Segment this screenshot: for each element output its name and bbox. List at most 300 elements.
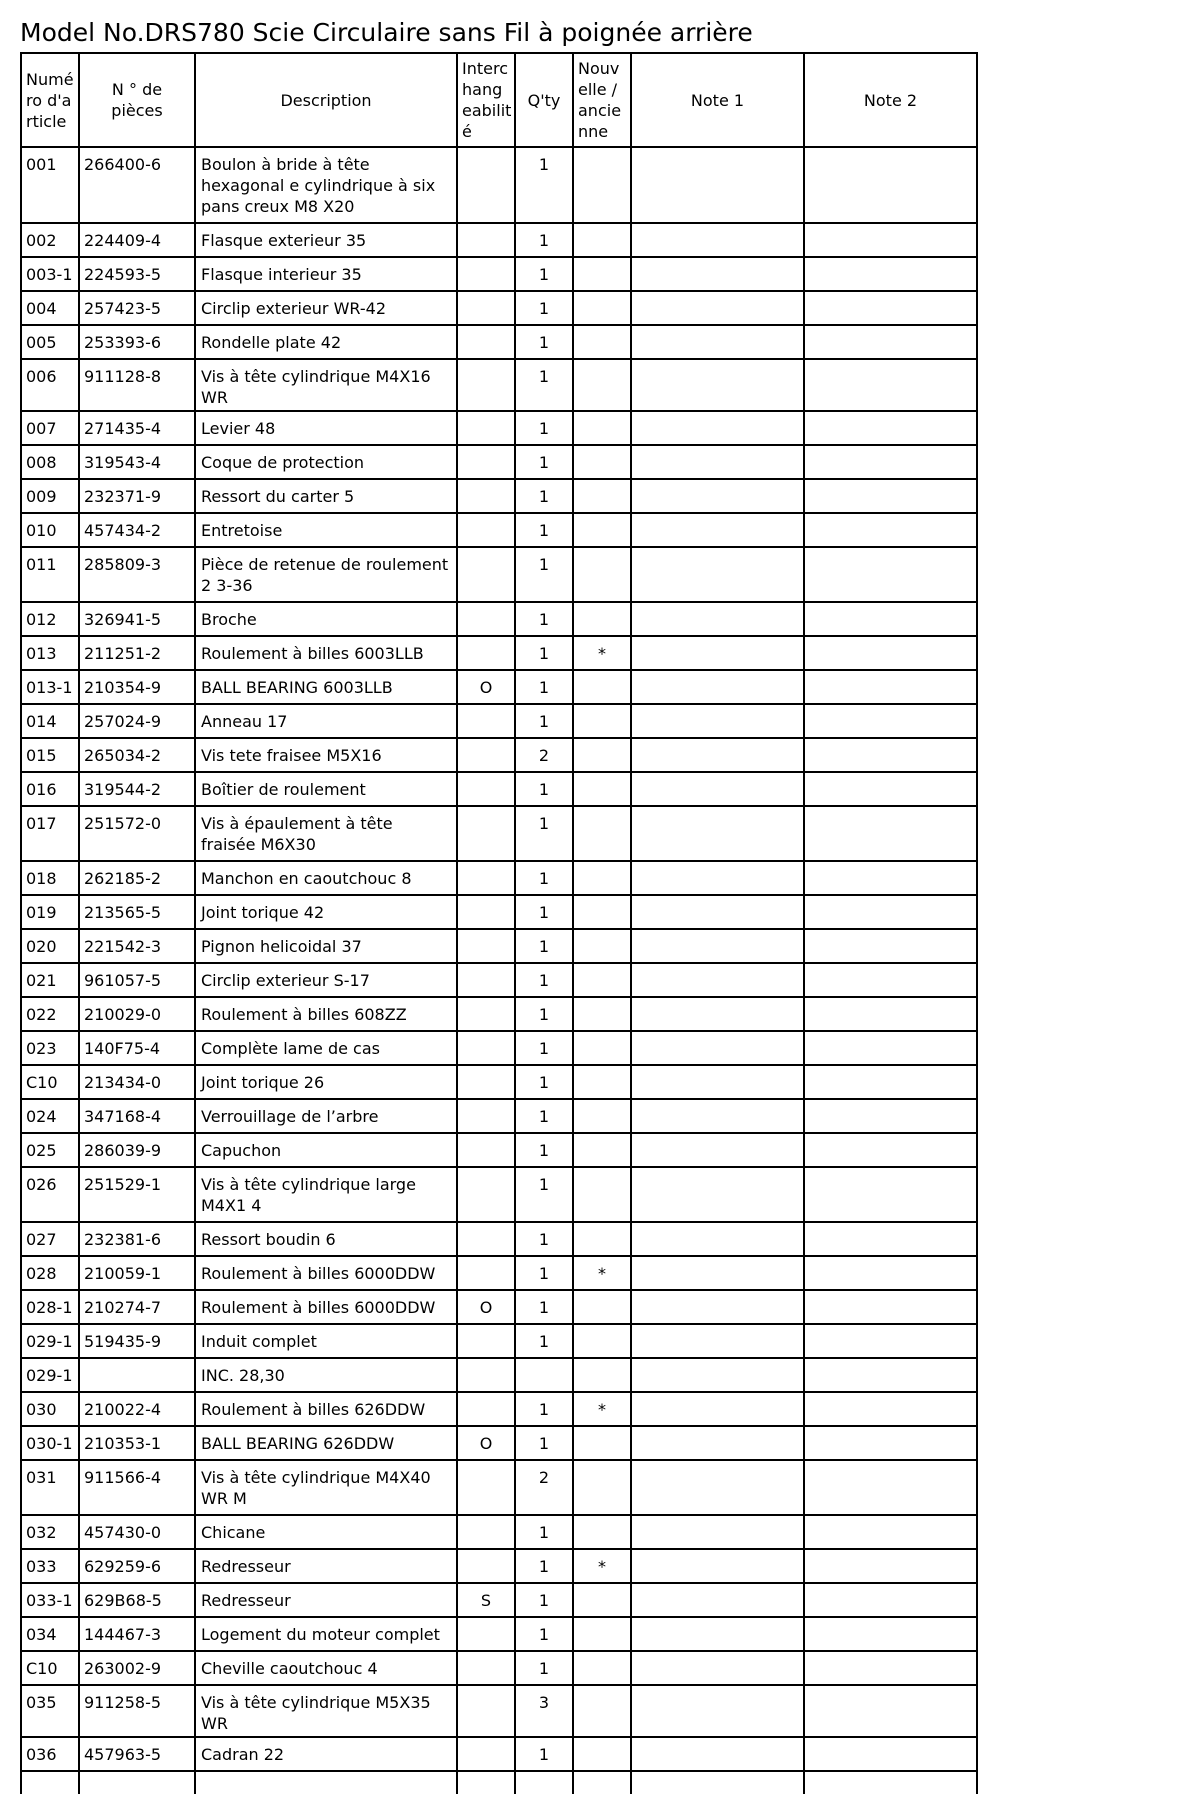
cell-interchangeability: S [457,1583,515,1617]
table-row [21,1685,977,1737]
cell-part-number: 210274-7 [79,1290,195,1324]
cell-quantity: 1 [515,1651,573,1685]
cell-item-number: 028-1 [21,1290,79,1324]
cell-quantity: 1 [515,1737,573,1771]
cell-part-number: 224409-4 [79,223,195,257]
cell-item-number: 032 [21,1515,79,1549]
cell-part-number: 629B68-5 [79,1583,195,1617]
cell-part-number: 210022-4 [79,1392,195,1426]
cell-part-number: 457963-5 [79,1737,195,1771]
cell-interchangeability [457,929,515,963]
cell-new-old [573,929,631,963]
table-row [21,1324,977,1358]
cell-description: Circlip exterieur WR-42 [195,291,457,325]
cell-note-1 [631,1617,804,1651]
table-row [21,636,977,670]
cell-part-number: 224593-5 [79,257,195,291]
cell-interchangeability [457,547,515,602]
cell-quantity: 1 [515,411,573,445]
cell-interchangeability [457,895,515,929]
cell-item-number: 020 [21,929,79,963]
cell-description: Pignon helicoidal 37 [195,929,457,963]
cell-quantity: 1 [515,772,573,806]
empty-cell [573,1771,631,1794]
cell-new-old [573,1222,631,1256]
cell-description: Entretoise [195,513,457,547]
cell-note-2 [804,861,977,895]
cell-note-1 [631,1583,804,1617]
cell-new-old [573,445,631,479]
cell-note-2 [804,1426,977,1460]
cell-note-2 [804,1222,977,1256]
cell-note-1 [631,929,804,963]
cell-part-number: 251529-1 [79,1167,195,1222]
cell-item-number: 027 [21,1222,79,1256]
cell-quantity: 1 [515,1133,573,1167]
cell-quantity: 1 [515,1031,573,1065]
cell-interchangeability [457,861,515,895]
cell-description: Redresseur [195,1583,457,1617]
cell-note-2 [804,547,977,602]
cell-item-number: 014 [21,704,79,738]
cell-description: BALL BEARING 6003LLB [195,670,457,704]
cell-note-2 [804,359,977,411]
cell-interchangeability [457,223,515,257]
cell-part-number: 319544-2 [79,772,195,806]
cell-description: Roulement à billes 6003LLB [195,636,457,670]
cell-quantity: 2 [515,1460,573,1515]
cell-part-number: 457434-2 [79,513,195,547]
cell-interchangeability [457,772,515,806]
cell-note-2 [804,1737,977,1771]
cell-new-old [573,963,631,997]
cell-note-1 [631,602,804,636]
cell-interchangeability [457,1256,515,1290]
cell-note-2 [804,1392,977,1426]
empty-cell [79,1771,195,1794]
table-row [21,997,977,1031]
cell-interchangeability [457,602,515,636]
cell-quantity: 1 [515,1617,573,1651]
cell-item-number: 019 [21,895,79,929]
cell-quantity: 1 [515,1099,573,1133]
cell-new-old [573,411,631,445]
empty-cell [195,1771,457,1794]
cell-part-number: 253393-6 [79,325,195,359]
cell-interchangeability [457,1685,515,1737]
table-row [21,1133,977,1167]
cell-part-number: 319543-4 [79,445,195,479]
cell-note-1 [631,670,804,704]
cell-quantity: 1 [515,602,573,636]
cell-note-2 [804,636,977,670]
table-row [21,325,977,359]
cell-note-1 [631,1133,804,1167]
cell-part-number: 210029-0 [79,997,195,1031]
cell-description: Vis à épaulement à tête fraisée M6X30 [195,806,457,861]
header-new-old: Nouv elle / ancie nne [573,53,631,147]
cell-note-1 [631,738,804,772]
cell-note-2 [804,1031,977,1065]
cell-quantity: 1 [515,1167,573,1222]
cell-note-1 [631,547,804,602]
cell-quantity: 1 [515,1256,573,1290]
cell-item-number: 015 [21,738,79,772]
cell-new-old [573,223,631,257]
cell-description: INC. 28,30 [195,1358,457,1392]
cell-description: Chicane [195,1515,457,1549]
cell-interchangeability [457,1392,515,1426]
cell-new-old [573,1651,631,1685]
cell-quantity: 1 [515,1290,573,1324]
cell-new-old [573,772,631,806]
cell-note-1 [631,445,804,479]
cell-note-1 [631,895,804,929]
table-row [21,895,977,929]
table-row [21,223,977,257]
cell-description: Vis à tête cylindrique large M4X1 4 [195,1167,457,1222]
cell-description: Cheville caoutchouc 4 [195,1651,457,1685]
cell-note-2 [804,997,977,1031]
cell-note-1 [631,1358,804,1392]
cell-item-number: 003-1 [21,257,79,291]
cell-part-number: 911128-8 [79,359,195,411]
cell-part-number: 210059-1 [79,1256,195,1290]
cell-part-number: 326941-5 [79,602,195,636]
table-row [21,806,977,861]
cell-interchangeability: O [457,1290,515,1324]
cell-new-old [573,1515,631,1549]
cell-part-number: 144467-3 [79,1617,195,1651]
cell-description: Vis à tête cylindrique M4X16 WR [195,359,457,411]
cell-interchangeability [457,257,515,291]
cell-description: Joint torique 42 [195,895,457,929]
cell-part-number: 257423-5 [79,291,195,325]
cell-part-number: 262185-2 [79,861,195,895]
header-description: Description [195,53,457,147]
cell-part-number: 961057-5 [79,963,195,997]
cell-note-2 [804,1617,977,1651]
cell-new-old [573,1617,631,1651]
cell-new-old [573,359,631,411]
cell-note-1 [631,147,804,223]
cell-note-2 [804,1460,977,1515]
cell-interchangeability [457,997,515,1031]
cell-note-2 [804,479,977,513]
cell-note-2 [804,929,977,963]
cell-item-number: 021 [21,963,79,997]
empty-cell [804,1771,977,1794]
cell-interchangeability [457,1358,515,1392]
cell-note-2 [804,257,977,291]
cell-quantity: 1 [515,1392,573,1426]
table-row [21,1290,977,1324]
cell-note-1 [631,411,804,445]
table-row [21,1426,977,1460]
cell-quantity: 1 [515,479,573,513]
cell-new-old [573,1685,631,1737]
cell-note-2 [804,1324,977,1358]
cell-note-1 [631,636,804,670]
cell-part-number: 221542-3 [79,929,195,963]
cell-note-2 [804,1549,977,1583]
cell-note-1 [631,359,804,411]
cell-description: Redresseur [195,1549,457,1583]
cell-note-1 [631,704,804,738]
table-row [21,1167,977,1222]
table-body [21,147,977,1794]
cell-quantity: 1 [515,1583,573,1617]
cell-description: Roulement à billes 626DDW [195,1392,457,1426]
cell-note-2 [804,895,977,929]
cell-quantity: 1 [515,223,573,257]
cell-quantity: 1 [515,997,573,1031]
cell-quantity: 1 [515,670,573,704]
cell-new-old [573,1290,631,1324]
cell-interchangeability [457,325,515,359]
header-part-number: N ° de pièces [79,53,195,147]
cell-note-2 [804,445,977,479]
cell-item-number: 018 [21,861,79,895]
cell-note-1 [631,1392,804,1426]
cell-item-number: 013 [21,636,79,670]
cell-part-number: 257024-9 [79,704,195,738]
cell-note-1 [631,1426,804,1460]
table-row [21,1651,977,1685]
cell-item-number: 013-1 [21,670,79,704]
cell-quantity: 1 [515,445,573,479]
cell-note-1 [631,1031,804,1065]
table-row [21,1392,977,1426]
cell-note-2 [804,602,977,636]
cell-note-2 [804,1583,977,1617]
cell-part-number: 263002-9 [79,1651,195,1685]
table-row [21,291,977,325]
cell-interchangeability [457,1617,515,1651]
cell-new-old [573,1583,631,1617]
cell-new-old [573,547,631,602]
cell-item-number: 024 [21,1099,79,1133]
cell-new-old [573,1358,631,1392]
cell-interchangeability [457,1324,515,1358]
cell-item-number: 023 [21,1031,79,1065]
cell-description: Capuchon [195,1133,457,1167]
cell-interchangeability [457,1549,515,1583]
cell-quantity: 1 [515,1549,573,1583]
cell-quantity: 1 [515,895,573,929]
cell-quantity: 1 [515,636,573,670]
cell-description: Joint torique 26 [195,1065,457,1099]
table-row [21,1617,977,1651]
cell-item-number: 033 [21,1549,79,1583]
cell-interchangeability [457,445,515,479]
cell-note-1 [631,1549,804,1583]
cell-item-number: 034 [21,1617,79,1651]
cell-new-old [573,479,631,513]
table-row [21,963,977,997]
cell-new-old [573,1065,631,1099]
cell-new-old: * [573,1256,631,1290]
table-row [21,1222,977,1256]
empty-cell [457,1771,515,1794]
cell-note-2 [804,772,977,806]
cell-item-number: 030 [21,1392,79,1426]
table-row [21,1065,977,1099]
cell-quantity: 1 [515,806,573,861]
cell-interchangeability: O [457,670,515,704]
cell-item-number: 007 [21,411,79,445]
cell-note-2 [804,1133,977,1167]
cell-description: Roulement à billes 6000DDW [195,1290,457,1324]
cell-new-old [573,257,631,291]
cell-item-number: C10 [21,1651,79,1685]
cell-note-2 [804,704,977,738]
cell-note-2 [804,806,977,861]
cell-part-number: 210354-9 [79,670,195,704]
cell-item-number: 017 [21,806,79,861]
cell-new-old [573,806,631,861]
table-row [21,411,977,445]
cell-quantity: 1 [515,1222,573,1256]
cell-interchangeability [457,1167,515,1222]
table-row [21,772,977,806]
cell-description: BALL BEARING 626DDW [195,1426,457,1460]
cell-description: Vis à tête cylindrique M5X35 WR [195,1685,457,1737]
cell-note-2 [804,325,977,359]
empty-cell [515,1771,573,1794]
cell-item-number: C10 [21,1065,79,1099]
cell-new-old [573,704,631,738]
table-row [21,738,977,772]
header-item-number: Numé ro d'a rticle [21,53,79,147]
cell-quantity: 1 [515,513,573,547]
cell-note-1 [631,1685,804,1737]
cell-note-1 [631,806,804,861]
cell-note-2 [804,1099,977,1133]
cell-note-1 [631,1515,804,1549]
cell-item-number: 006 [21,359,79,411]
cell-note-1 [631,513,804,547]
empty-cell [631,1771,804,1794]
cell-note-2 [804,1515,977,1549]
table-row [21,1583,977,1617]
cell-note-1 [631,861,804,895]
cell-new-old [573,325,631,359]
cell-part-number: 210353-1 [79,1426,195,1460]
cell-item-number: 001 [21,147,79,223]
cell-new-old [573,895,631,929]
cell-new-old [573,1099,631,1133]
cell-part-number: 140F75-4 [79,1031,195,1065]
cell-description: Roulement à billes 608ZZ [195,997,457,1031]
cell-item-number: 011 [21,547,79,602]
cell-new-old [573,1324,631,1358]
cell-item-number: 010 [21,513,79,547]
cell-quantity: 1 [515,257,573,291]
cell-description: Manchon en caoutchouc 8 [195,861,457,895]
table-row [21,547,977,602]
cell-item-number: 033-1 [21,1583,79,1617]
table-row [21,359,977,411]
header-note-1: Note 1 [631,53,804,147]
cell-interchangeability [457,963,515,997]
cell-part-number: 286039-9 [79,1133,195,1167]
cell-new-old [573,1426,631,1460]
cell-new-old: * [573,1392,631,1426]
cell-note-1 [631,1290,804,1324]
cell-new-old [573,1133,631,1167]
cell-description: Flasque exterieur 35 [195,223,457,257]
table-row [21,1737,977,1771]
cell-note-1 [631,1651,804,1685]
cell-interchangeability [457,738,515,772]
cell-quantity: 2 [515,738,573,772]
cell-new-old: * [573,1549,631,1583]
cell-item-number: 029-1 [21,1324,79,1358]
cell-item-number: 036 [21,1737,79,1771]
cell-quantity: 1 [515,147,573,223]
cell-interchangeability [457,1065,515,1099]
cell-note-1 [631,1324,804,1358]
table-row [21,670,977,704]
cell-new-old [573,1167,631,1222]
cell-new-old [573,147,631,223]
cell-note-1 [631,479,804,513]
cell-description: Logement du moteur complet [195,1617,457,1651]
cell-interchangeability [457,147,515,223]
cell-description: Circlip exterieur S-17 [195,963,457,997]
cell-description: Broche [195,602,457,636]
cell-part-number: 285809-3 [79,547,195,602]
cell-note-1 [631,1065,804,1099]
cell-description: Cadran 22 [195,1737,457,1771]
cell-note-2 [804,670,977,704]
cell-note-1 [631,1222,804,1256]
cell-part-number: 519435-9 [79,1324,195,1358]
cell-note-2 [804,411,977,445]
cell-note-2 [804,1167,977,1222]
cell-description: Vis à tête cylindrique M4X40 WR M [195,1460,457,1515]
cell-description: Ressort du carter 5 [195,479,457,513]
cell-item-number: 035 [21,1685,79,1737]
cell-note-1 [631,223,804,257]
table-row [21,1099,977,1133]
cell-part-number: 911566-4 [79,1460,195,1515]
cell-new-old: * [573,636,631,670]
table-row [21,445,977,479]
cell-note-2 [804,963,977,997]
cell-description: Verrouillage de l’arbre [195,1099,457,1133]
cell-description: Pièce de retenue de roulement 2 3-36 [195,547,457,602]
cell-note-1 [631,1167,804,1222]
table-row-cutoff [21,1771,977,1794]
cell-quantity: 1 [515,1426,573,1460]
cell-note-2 [804,1256,977,1290]
cell-quantity: 1 [515,547,573,602]
cell-note-2 [804,738,977,772]
table-row [21,1256,977,1290]
cell-part-number: 211251-2 [79,636,195,670]
cell-item-number: 026 [21,1167,79,1222]
cell-note-2 [804,223,977,257]
cell-interchangeability [457,1133,515,1167]
cell-note-1 [631,1099,804,1133]
cell-description: Vis tete fraisee M5X16 [195,738,457,772]
cell-part-number: 232381-6 [79,1222,195,1256]
cell-note-1 [631,1460,804,1515]
cell-part-number: 251572-0 [79,806,195,861]
header-quantity: Q'ty [515,53,573,147]
